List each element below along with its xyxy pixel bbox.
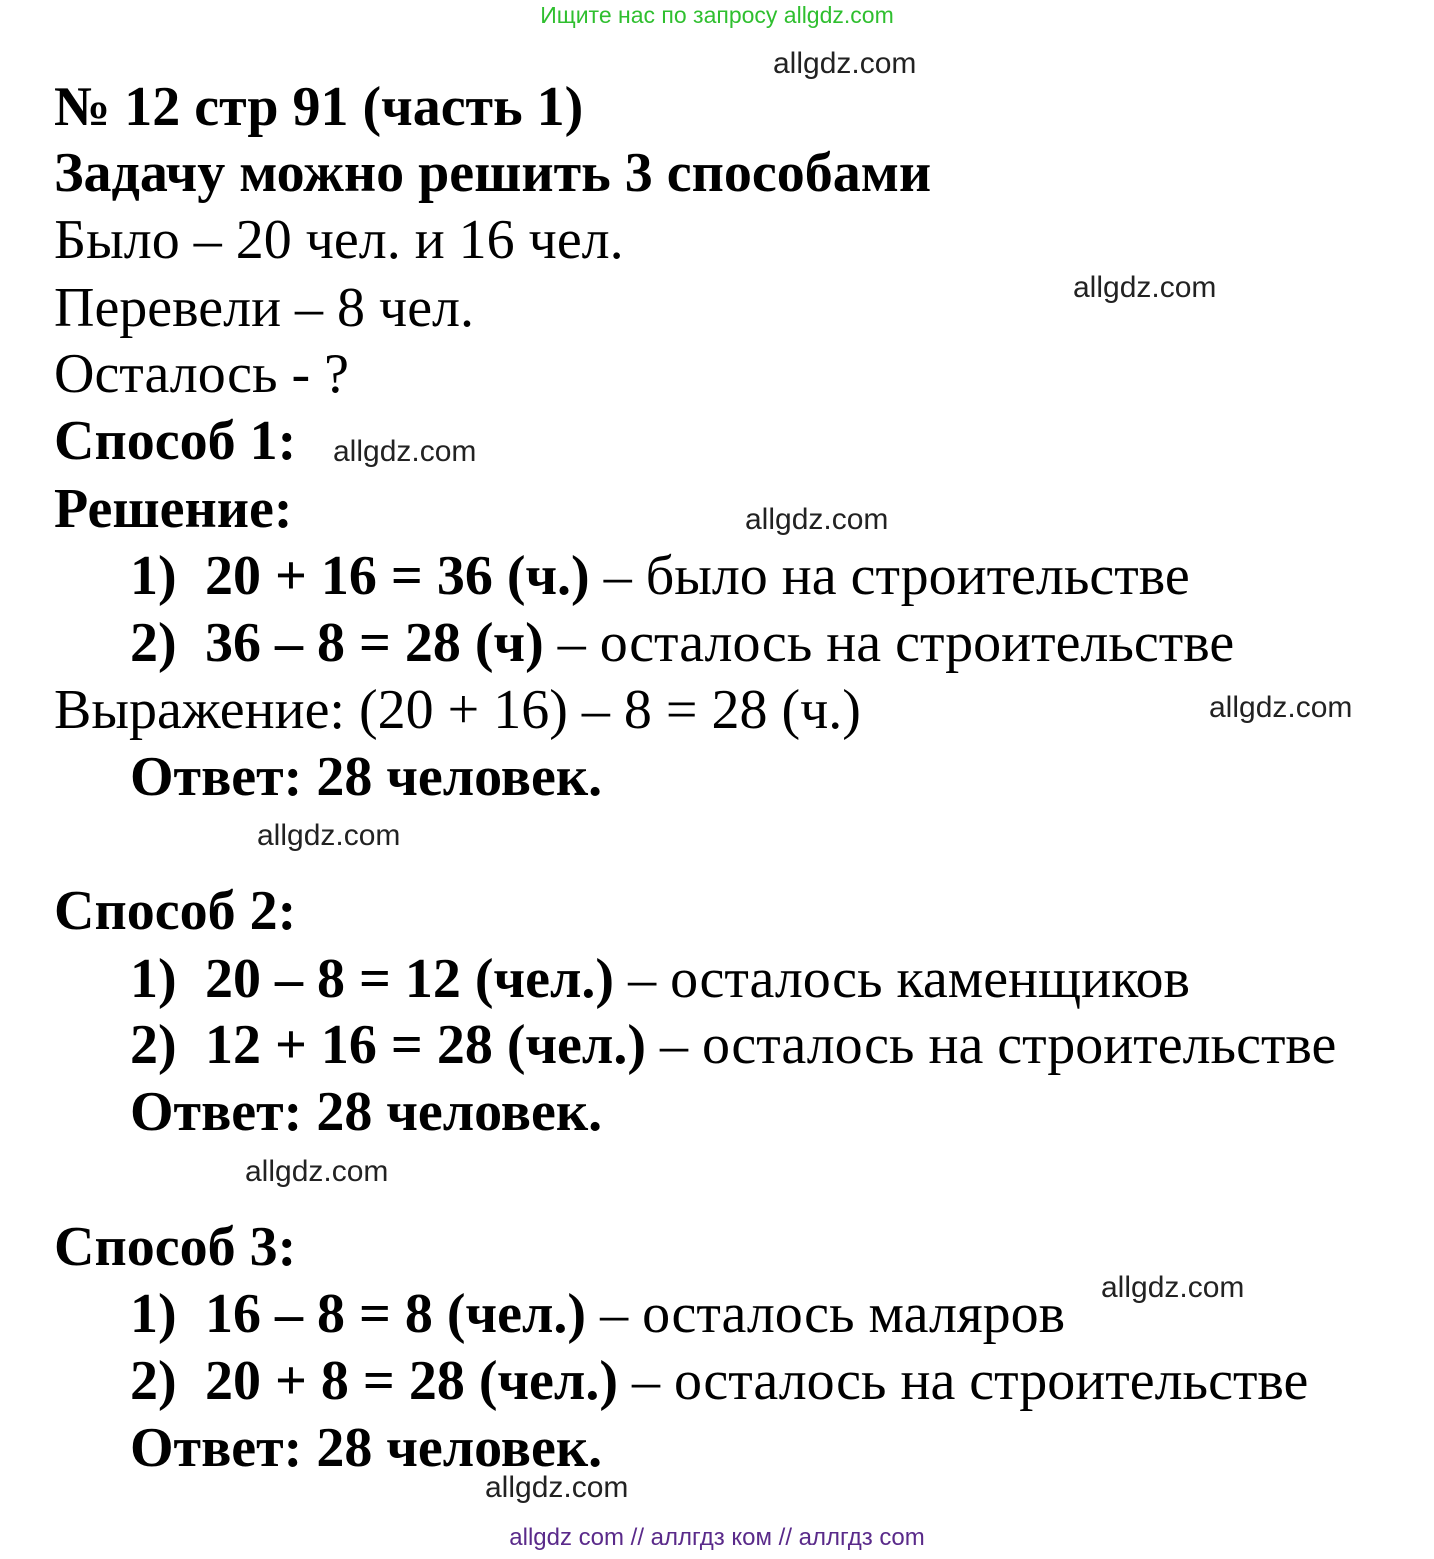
- step-number: 2): [130, 1014, 177, 1076]
- step-description: – осталось на строительстве: [645, 1014, 1337, 1076]
- method1-expression: Выражение: (20 + 16) – 8 = 28 (ч.): [54, 679, 861, 741]
- step-number: 1): [130, 948, 177, 1010]
- method2-step-1: [130, 948, 1190, 1010]
- step-description: – было на строительстве: [589, 545, 1190, 607]
- step-expression: 36 – 8 = 28 (ч): [205, 612, 544, 674]
- step-expression: 20 + 16 = 36 (ч.): [205, 545, 590, 607]
- condition-left: Осталось - ?: [54, 343, 350, 405]
- method1-answer: Ответ: 28 человек.: [130, 746, 603, 808]
- condition-moved: Перевели – 8 чел.: [54, 277, 474, 339]
- watermark: allgdz.com: [257, 819, 401, 852]
- method3-title: Способ 3:: [54, 1216, 297, 1278]
- method1-solution-label: Решение:: [54, 478, 293, 540]
- watermark: allgdz.com: [1073, 271, 1217, 304]
- watermark: allgdz.com: [1101, 1271, 1245, 1304]
- step-number: 1): [130, 545, 177, 607]
- watermark: allgdz.com: [773, 47, 917, 80]
- step-number: 2): [130, 612, 177, 674]
- step-expression: 20 + 8 = 28 (чел.): [205, 1350, 618, 1412]
- condition-was: Было – 20 чел. и 16 чел.: [54, 209, 624, 271]
- method2-title: Способ 2:: [54, 880, 297, 942]
- watermark: allgdz.com: [1209, 691, 1353, 724]
- step-description: – осталось на строительстве: [617, 1350, 1309, 1412]
- watermark: allgdz.com: [745, 503, 889, 536]
- bottom-banner: allgdz com // аллгдз ком // аллгдз com: [509, 1524, 925, 1551]
- step-description: – осталось каменщиков: [614, 948, 1190, 1010]
- page-subtitle: Задачу можно решить 3 способами: [54, 142, 932, 204]
- watermark: allgdz.com: [333, 435, 477, 468]
- method2-step-2: [130, 1014, 1337, 1076]
- step-expression: 16 – 8 = 8 (чел.): [205, 1283, 587, 1345]
- watermark: allgdz.com: [245, 1155, 389, 1188]
- top-banner: Ищите нас по запросу allgdz.com: [540, 2, 894, 28]
- step-description: – осталось маляров: [586, 1283, 1066, 1345]
- method2-answer: Ответ: 28 человек.: [130, 1081, 603, 1143]
- step-expression: 20 – 8 = 12 (чел.): [205, 948, 615, 1010]
- method1-step-2: [130, 612, 1235, 674]
- method1-step-1: [130, 545, 1190, 607]
- method3-step-1: [130, 1283, 1066, 1345]
- step-number: 2): [130, 1350, 177, 1412]
- page-title: № 12 стр 91 (часть 1): [54, 76, 584, 138]
- step-description: – осталось на строительстве: [543, 612, 1235, 674]
- method3-step-2: [130, 1350, 1309, 1412]
- method1-title: Способ 1:: [54, 410, 297, 472]
- step-expression: 12 + 16 = 28 (чел.): [205, 1014, 646, 1076]
- method3-answer: Ответ: 28 человек.: [130, 1417, 603, 1479]
- watermark: allgdz.com: [485, 1471, 629, 1504]
- step-number: 1): [130, 1283, 177, 1345]
